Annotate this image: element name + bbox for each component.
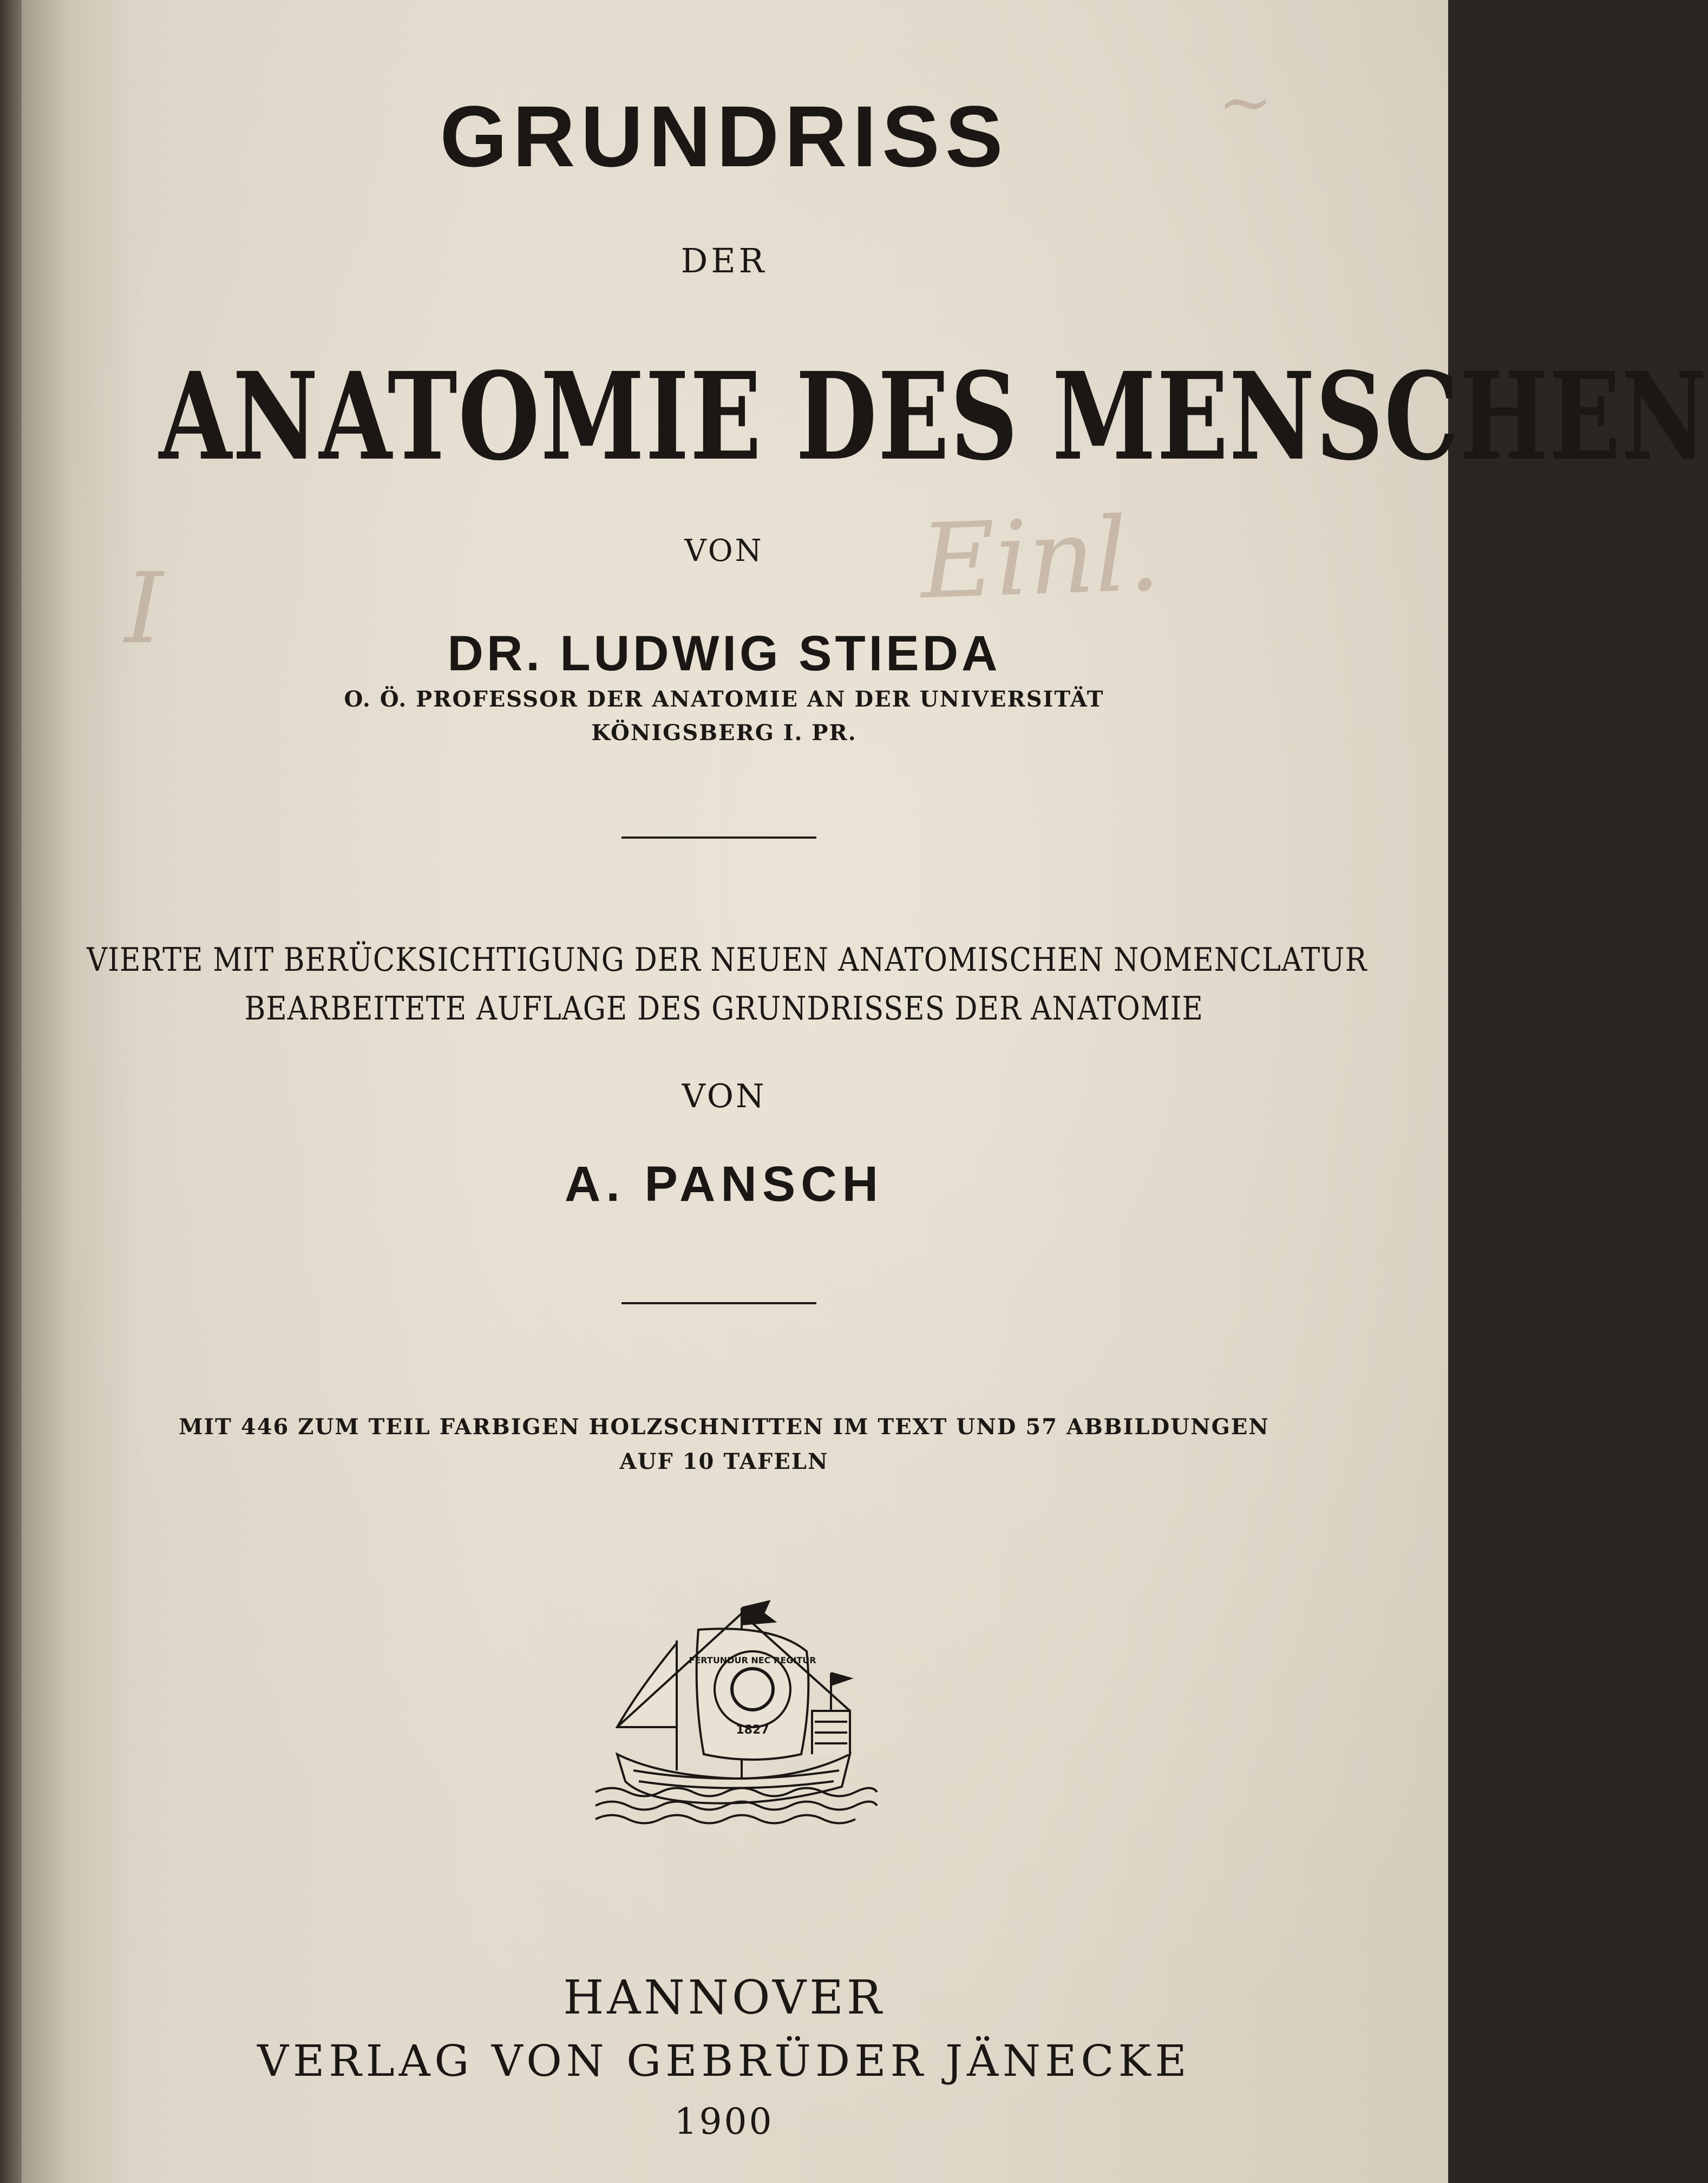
publisher-mark-motto: FERTUNDUR NEC REGITUR	[689, 1655, 816, 1665]
publisher-mark-year: 1827	[736, 1723, 769, 1737]
title-top: GRUNDRISS	[440, 88, 1009, 185]
original-author-name: A. PANSCH	[564, 1156, 884, 1212]
author-affiliation-1: O. Ö. PROFESSOR DER ANATOMIE AN DER UNIVERSITÄT	[344, 687, 1104, 712]
title-connector: DER	[680, 241, 768, 280]
title-main: ANATOMIE DES MENSCHEN	[159, 347, 1708, 487]
pencil-note-right: Einl.	[918, 494, 1162, 622]
publisher-name: VERLAG VON GEBRÜDER JÄNECKE	[257, 2036, 1191, 2086]
author-affiliation-2: KÖNIGSBERG I. PR.	[591, 720, 857, 746]
pencil-note-left: I	[125, 552, 163, 665]
divider-rule-1	[621, 836, 816, 839]
by-label-1: VON	[684, 533, 764, 568]
illustrations-line-2: AUF 10 TAFELN	[619, 1449, 829, 1474]
author-name: DR. LUDWIG STIEDA	[447, 626, 1001, 681]
publisher-city: HANNOVER	[563, 1971, 885, 2025]
by-label-2: VON	[682, 1077, 767, 1115]
illustrations-line-1: MIT 446 ZUM TEIL FARBIGEN HOLZSCHNITTEN IM TEXT UND 57 ABBILDUNGEN	[179, 1414, 1269, 1440]
publication-year: 1900	[674, 2101, 774, 2142]
divider-rule-2	[621, 1302, 816, 1304]
edition-line-2: BEARBEITETE AUFLAGE DES GRUNDRISSES DER ANATOMIE	[244, 990, 1203, 1028]
pencil-note-top: ~	[1218, 65, 1273, 140]
ship-icon	[595, 1592, 877, 1841]
edition-line-1: VIERTE MIT BERÜCKSICHTIGUNG DER NEUEN ANATOMISCHEN NOMENCLATUR	[87, 941, 1367, 979]
